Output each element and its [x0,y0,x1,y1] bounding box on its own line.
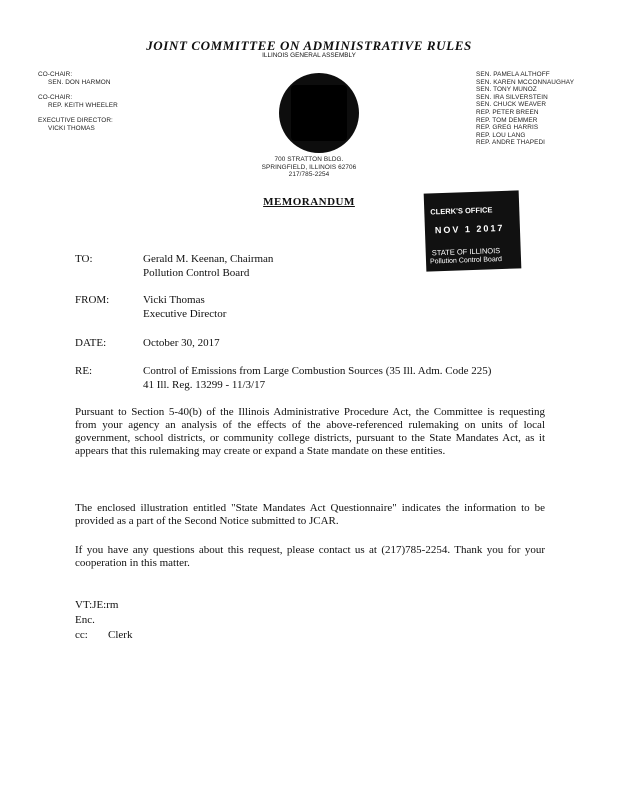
re-subject: Control of Emissions from Large Combustion Sources (35 Ill. Adm. Code 225) [143,365,492,377]
letterhead-left-officers [38,71,118,133]
from-label: FROM: [75,294,110,306]
address-line: 700 STRATTON BLDG. [274,156,344,163]
state-seal-icon [279,73,359,153]
member-line: REP. TOM DEMMER [476,116,538,124]
body-paragraph-1: Pursuant to Section 5-40(b) of the Illinois Administrative Procedure Act, the Committee is requesting from your agency an analysis of the effects of the above-referenced rulemaking on units of local government, school districts, or community college districts, pursuant to the State Mandates Act, as it appears that this rulemaking may create or expand a State mandate on these entities. [75,406,545,457]
letterhead-right-members [476,71,574,147]
member-line: SEN. IRA SILVERSTEIN [476,93,548,101]
officer-line: VICKI THOMAS [48,124,95,132]
officer-line: CO-CHAIR: [38,94,73,102]
to-name: Gerald M. Keenan, Chairman [143,253,274,265]
stamp-date: NOV 1 2017 [434,222,505,236]
member-line: REP. GREG HARRIS [476,124,539,132]
body-paragraph-2: The enclosed illustration entitled "State Mandates Act Questionnaire" indicates the information to be provided as a part of the Second Notice submitted to JCAR. [75,502,545,527]
stamp-board: Pollution Control Board [429,255,503,266]
stamp-clerks-office: CLERK'S OFFICE [430,205,493,217]
cc-recipient: Clerk [108,629,133,641]
stamp-state: STATE OF ILLINOIS [431,246,501,258]
member-line: REP. ANDRE THAPEDI [476,139,546,147]
re-citation: 41 Ill. Reg. 13299 - 11/3/17 [143,379,266,391]
date-value: October 30, 2017 [143,337,220,349]
officer-line: REP. KEITH WHEELER [48,101,118,109]
member-line: SEN. TONY MUNOZ [476,86,537,94]
member-line: REP. LOU LANG [476,131,526,139]
to-label: TO: [75,253,93,265]
re-label: RE: [75,365,93,377]
to-organization: Pollution Control Board [143,267,250,279]
body-paragraph-3: If you have any questions about this request, please contact us at (217)785-2254. Thank you for your cooperation in this matter. [75,544,545,569]
officer-line: SEN. DON HARMON [48,78,111,86]
member-line: SEN. KAREN MCCONNAUGHAY [476,78,575,86]
address-line: SPRINGFIELD, ILLINOIS 62706 [261,163,357,171]
letterhead-subtitle: ILLINOIS GENERAL ASSEMBLY [262,52,356,59]
reference-initials: VT:JE:rm [75,599,119,611]
address-line: 217/785-2254 [288,171,330,179]
from-title: Executive Director [143,308,227,320]
from-name: Vicki Thomas [143,294,205,306]
member-line: REP. PETER BREEN [476,108,539,116]
member-line: SEN. CHUCK WEAVER [476,101,547,109]
letterhead-address [0,156,618,179]
member-line: SEN. PAMELA ALTHOFF [476,71,550,78]
officer-line: EXECUTIVE DIRECTOR: [38,117,113,125]
date-label: DATE: [75,337,107,349]
enclosure-note: Enc. [75,614,95,626]
memorandum-heading: MEMORANDUM [263,196,355,208]
letterhead-title: JOINT COMMITTEE ON ADMINISTRATIVE RULES [146,38,472,53]
seal-emblem [291,85,347,141]
officer-line: CO-CHAIR: [38,71,73,78]
cc-label: cc: [75,629,88,641]
